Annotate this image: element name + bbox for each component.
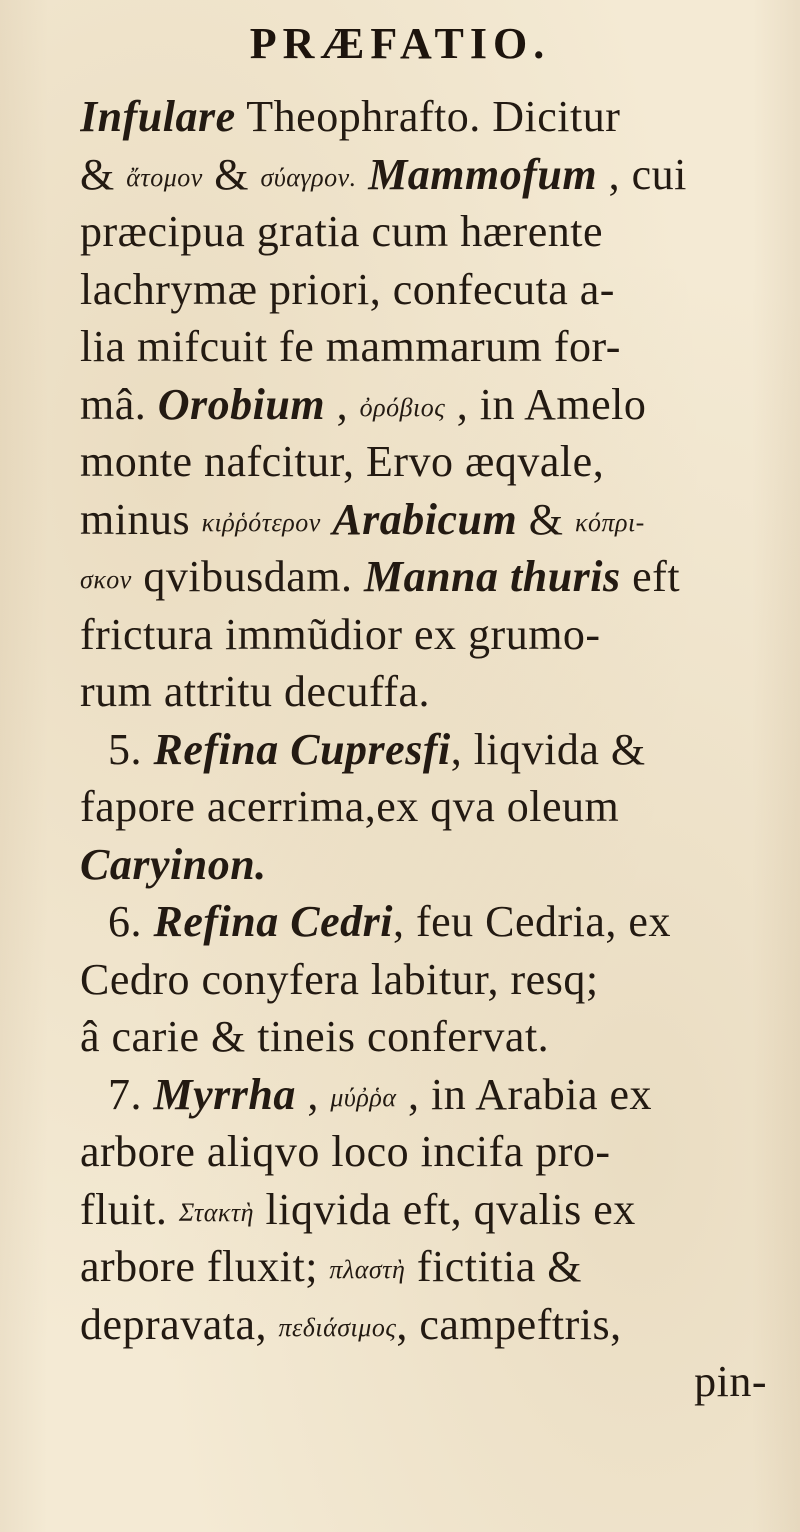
text-line: [80, 433, 785, 491]
text-segment: , cui: [597, 149, 687, 199]
italic-term: Mammofum: [368, 149, 598, 199]
text-line: [80, 778, 785, 836]
text-line: [80, 491, 785, 549]
text-segment: Theophrafto. Dicitur: [235, 92, 621, 141]
text-segment: , campeftris,: [396, 1299, 622, 1349]
italic-term: Infulare: [80, 92, 236, 141]
text-segment: ,: [325, 379, 360, 429]
text-line: [80, 261, 785, 319]
text-segment: &: [517, 494, 575, 544]
text-line: [80, 1181, 785, 1239]
italic-term: Manna thuris: [363, 552, 621, 601]
greek-term: πεδιάσιμος: [278, 1312, 397, 1342]
text-segment: , feu Cedria, ex: [392, 897, 671, 946]
greek-term: πλαστὴ: [329, 1255, 406, 1284]
text-line: [80, 376, 785, 434]
italic-term: Refina Cedri: [153, 897, 393, 946]
text-line: [80, 663, 785, 721]
text-line: [80, 721, 785, 779]
italic-term: Myrrha: [153, 1069, 296, 1119]
text-segment: qvibusdam.: [131, 552, 364, 601]
text-segment: â carie & tineis confervat.: [80, 1012, 550, 1061]
text-segment: depravata,: [80, 1299, 279, 1349]
greek-term: σκον: [80, 565, 132, 594]
text-line: [80, 1238, 785, 1296]
text-line: [80, 893, 785, 951]
text-segment: ,: [295, 1069, 331, 1119]
text-segment: 5.: [108, 724, 154, 774]
text-segment: arbore aliqvo loco incifa pro-: [80, 1127, 611, 1176]
greek-term: μύῤῥα: [330, 1082, 397, 1112]
text-segment: arbore fluxit;: [80, 1242, 330, 1291]
greek-term: Στακτὴ: [178, 1197, 255, 1227]
greek-term: κιῤῥότερον: [201, 507, 321, 537]
text-segment: præcipua gratia cum hærente: [80, 207, 603, 256]
text-segment: &: [80, 149, 127, 199]
text-line: [80, 203, 785, 261]
greek-term: ἄτομον: [126, 162, 203, 192]
italic-term: Refina Cupresfi: [153, 724, 451, 774]
text-segment: fluit.: [80, 1184, 179, 1234]
text-segment: lia mifcuit fe mammarum for-: [80, 322, 621, 371]
text-line: [80, 836, 785, 894]
text-segment: , in Amelo: [445, 379, 647, 429]
greek-term: ὀρόβιος: [359, 392, 446, 422]
text-segment: 7.: [108, 1069, 154, 1119]
text-segment: rum attritu decuffa.: [80, 667, 431, 716]
text-segment: mâ.: [80, 379, 158, 429]
text-segment: 6.: [108, 897, 154, 946]
text-segment: , liqvida &: [450, 724, 646, 774]
text-segment: Cedro conyfera labitur, resq;: [80, 954, 599, 1004]
text-segment: [321, 495, 333, 544]
text-segment: lachrymæ priori, confecuta a-: [80, 264, 615, 314]
italic-term: Orobium: [157, 379, 326, 429]
text-segment: frictura immũdior ex grumo-: [80, 609, 601, 659]
italic-term: Caryinon.: [80, 839, 267, 889]
greek-term: σύαγρον.: [260, 162, 357, 192]
italic-term: Arabicum: [332, 494, 518, 544]
text-segment: &: [202, 149, 261, 199]
text-segment: monte nafcitur, Ervo æqvale,: [80, 437, 605, 486]
text-segment: fictitia &: [405, 1242, 582, 1291]
body-text: [80, 88, 785, 1411]
text-segment: liqvida eft, qvalis ex: [254, 1184, 636, 1234]
text-line: [80, 548, 785, 606]
page-header: PRÆFATIO.: [249, 19, 551, 68]
text-line: [80, 951, 785, 1009]
text-line: [80, 146, 785, 204]
greek-term: κόπρι-: [574, 507, 645, 537]
text-line: [80, 606, 785, 664]
text-line: [80, 318, 785, 376]
text-line: [80, 1296, 785, 1354]
text-line: [80, 1066, 785, 1124]
text-segment: , in Arabia ex: [396, 1069, 653, 1119]
text-segment: fapore acerrima,ex qva oleum: [80, 782, 620, 831]
text-line: [80, 1353, 785, 1411]
text-segment: pin-: [694, 1357, 767, 1406]
text-segment: eft: [620, 552, 681, 601]
text-line: [80, 88, 785, 146]
text-line: [80, 1008, 785, 1066]
text-segment: minus: [80, 494, 202, 544]
text-segment: [357, 150, 369, 199]
text-line: [80, 1123, 785, 1181]
